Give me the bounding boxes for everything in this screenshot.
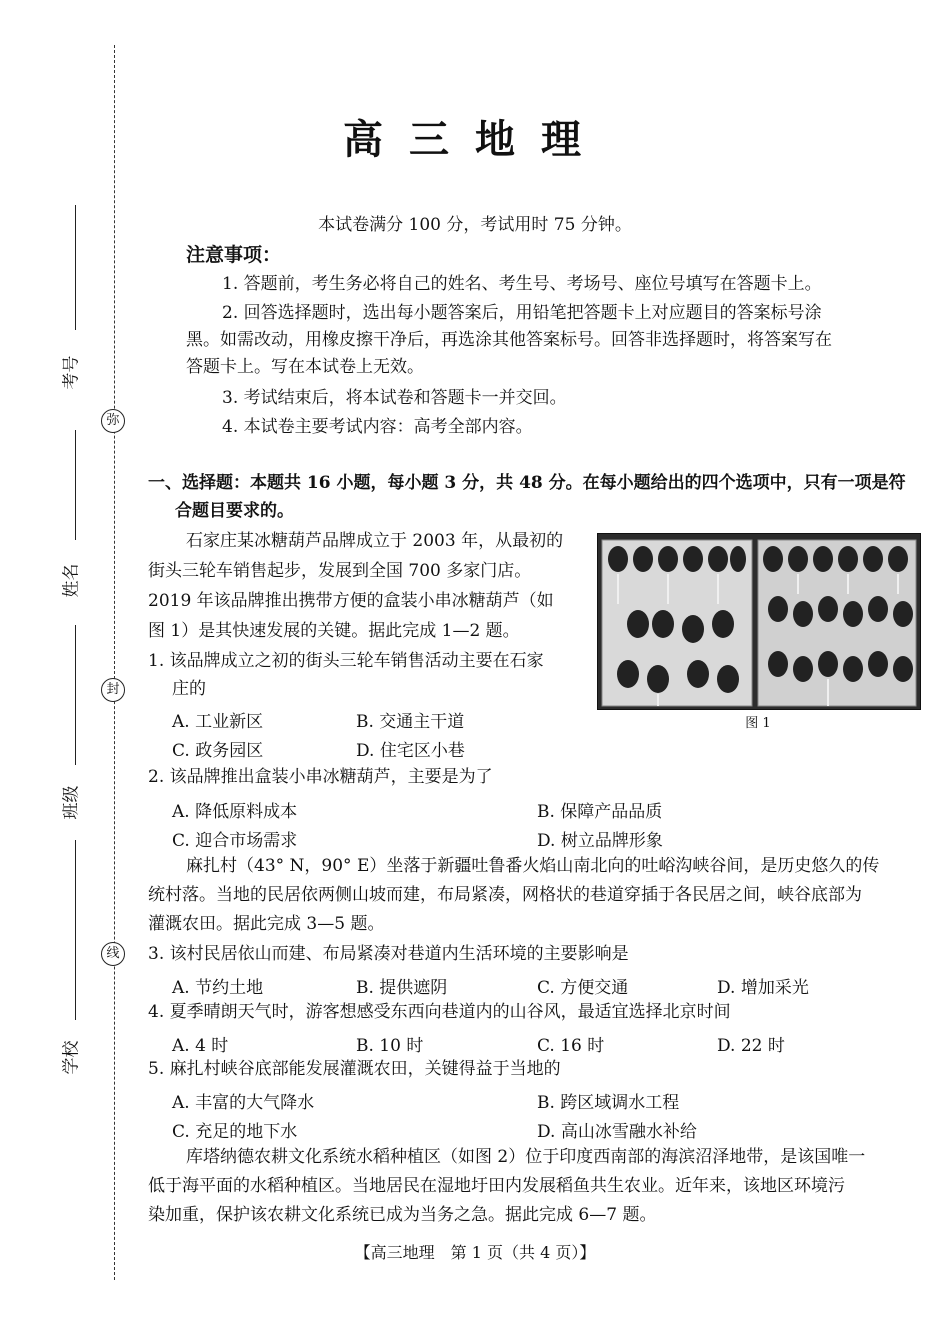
q2-option-d: D. 树立品牌形象 xyxy=(537,831,663,851)
q3-option-a: A. 节约土地 xyxy=(172,978,264,998)
q1-option-d: D. 住宅区小巷 xyxy=(356,741,465,761)
name-line[interactable] xyxy=(75,625,76,765)
seal-xian: 线 xyxy=(101,942,125,966)
seal-feng: 封 xyxy=(101,678,125,702)
passage3-line: 库塔纳德农耕文化系统水稻种植区（如图 2）位于印度西南部的海滨沼泽地带，是该国唯一 xyxy=(186,1147,866,1167)
q2-option-c: C. 迎合市场需求 xyxy=(172,831,298,851)
page-title: 高三地理 xyxy=(343,116,607,163)
q2-option-b: B. 保障产品品质 xyxy=(537,802,663,822)
q5-option-b: B. 跨区域调水工程 xyxy=(537,1093,680,1113)
figure1-photo xyxy=(597,533,921,710)
passage2-line: 灌溉农田。据此完成 3—5 题。 xyxy=(148,914,385,934)
notice-item: 2. 回答选择题时，选出每小题答案后，用铅笔把答题卡上对应题目的答案标号涂 xyxy=(222,303,822,323)
passage3-line: 染加重，保护该农耕文化系统已成为当务之急。据此完成 6—7 题。 xyxy=(148,1205,657,1225)
q4-option-d: D. 22 时 xyxy=(717,1036,785,1056)
notice-item: 黑。如需改动，用橡皮擦干净后，再选涂其他答案标号。回答非选择题时，将答案写在 xyxy=(186,330,832,350)
page-footer: 【高三地理 第 1 页（共 4 页）】 xyxy=(354,1243,596,1262)
q5-option-c: C. 充足的地下水 xyxy=(172,1122,298,1142)
seal-mi: 弥 xyxy=(101,409,125,433)
q5-stem: 5. 麻扎村峡谷底部能发展灌溉农田，关键得益于当地的 xyxy=(148,1059,561,1079)
q4-option-a: A. 4 时 xyxy=(172,1036,229,1056)
exam-info: 本试卷满分 100 分，考试用时 75 分钟。 xyxy=(318,215,632,235)
class-label: 班级 xyxy=(61,785,82,820)
q4-option-c: C. 16 时 xyxy=(537,1036,605,1056)
section-heading: 一、选择题：本题共 16 小题，每小题 3 分，共 48 分。在每小题给出的四个选项中，只有一项是符 xyxy=(148,473,906,493)
passage3-line: 低于海平面的水稻种植区。当地居民在湿地圩田内发展稻鱼共生农业。近年来，该地区环境污 xyxy=(148,1176,845,1196)
q2-option-a: A. 降低原料成本 xyxy=(172,802,298,822)
notice-item: 3. 考试结束后，将本试卷和答题卡一并交回。 xyxy=(222,388,567,408)
q5-option-a: A. 丰富的大气降水 xyxy=(172,1093,315,1113)
q3-option-b: B. 提供遮阴 xyxy=(356,978,448,998)
q1-stem: 1. 该品牌成立之初的街头三轮车销售活动主要在石家 xyxy=(148,651,544,671)
class-line[interactable] xyxy=(75,840,76,1020)
figure1-caption: 图 1 xyxy=(745,716,771,731)
notice-item: 1. 答题前，考生务必将自己的姓名、考生号、考场号、座位号填写在答题卡上。 xyxy=(222,274,822,294)
notice-item: 答题卡上。写在本试卷上无效。 xyxy=(186,357,424,377)
name-line-upper xyxy=(75,430,76,540)
name-label: 姓名 xyxy=(61,563,82,598)
q5-option-d: D. 高山冰雪融水补给 xyxy=(537,1122,697,1142)
q2-stem: 2. 该品牌推出盒装小串冰糖葫芦，主要是为了 xyxy=(148,767,493,787)
passage1-line: 石家庄某冰糖葫芦品牌成立于 2003 年，从最初的 xyxy=(186,531,564,551)
passage1-line: 2019 年该品牌推出携带方便的盒装小串冰糖葫芦（如 xyxy=(148,591,554,611)
passage1-line: 街头三轮车销售起步，发展到全国 700 多家门店。 xyxy=(148,561,532,581)
school-label: 学校 xyxy=(61,1040,82,1075)
passage1-line: 图 1）是其快速发展的关键。据此完成 1—2 题。 xyxy=(148,621,520,641)
passage2-line: 麻扎村（43° N，90° E）坐落于新疆吐鲁番火焰山南北向的吐峪沟峡谷间，是历史悠久的传 xyxy=(186,856,880,876)
q4-option-b: B. 10 时 xyxy=(356,1036,424,1056)
notice-heading: 注意事项： xyxy=(186,244,282,266)
q1-option-a: A. 工业新区 xyxy=(172,712,264,732)
q1-option-c: C. 政务园区 xyxy=(172,741,264,761)
q4-stem: 4. 夏季晴朗天气时，游客想感受东西向巷道内的山谷风，最适宜选择北京时间 xyxy=(148,1002,731,1022)
q3-option-d: D. 增加采光 xyxy=(717,978,809,998)
notice-item: 4. 本试卷主要考试内容：高考全部内容。 xyxy=(222,417,533,437)
passage2-line: 统村落。当地的民居依两侧山坡而建，布局紧凑，网格状的巷道穿插于各民居之间，峡谷底部为 xyxy=(148,885,862,905)
exam-number-label: 考号 xyxy=(61,355,82,390)
section-heading-cont: 合题目要求的。 xyxy=(175,501,294,521)
q3-option-c: C. 方便交通 xyxy=(537,978,629,998)
q1-option-b: B. 交通主干道 xyxy=(356,712,465,732)
q3-stem: 3. 该村民居依山而建、布局紧凑对巷道内生活环境的主要影响是 xyxy=(148,944,629,964)
q1-stem-cont: 庄的 xyxy=(172,679,206,699)
